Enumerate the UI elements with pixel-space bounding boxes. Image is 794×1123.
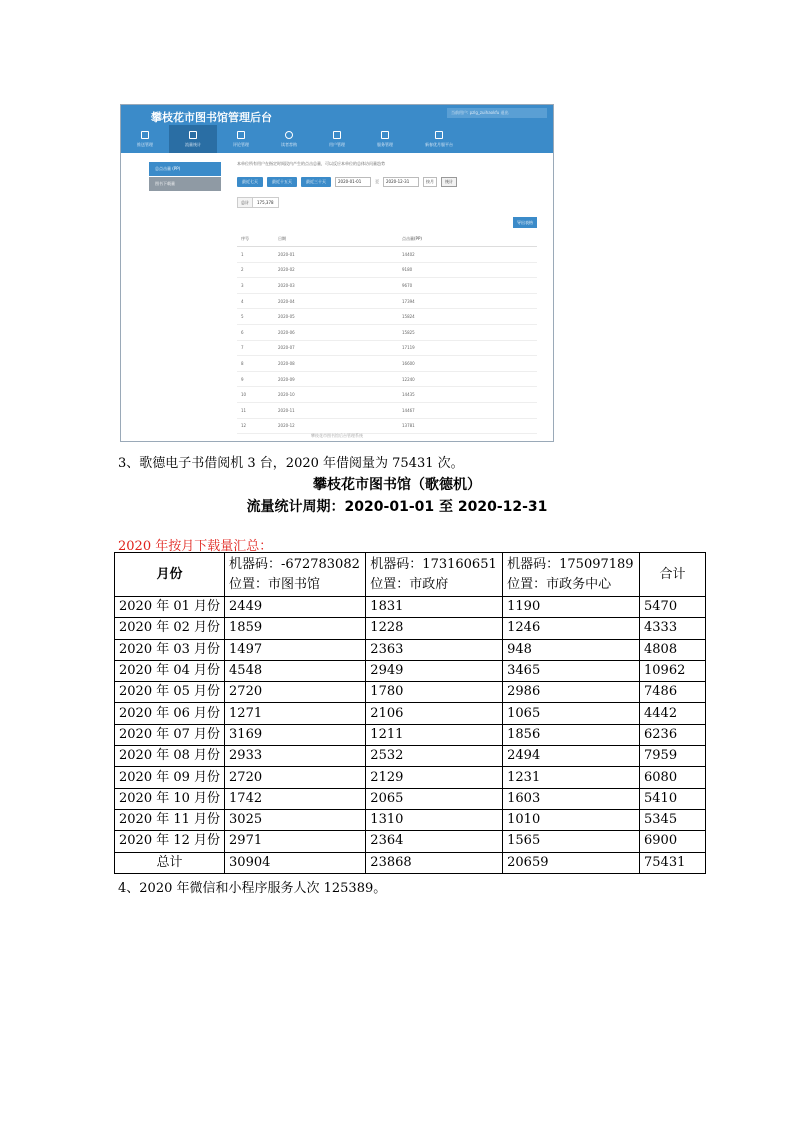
table-row	[115, 660, 706, 681]
value-cell: 2532	[366, 746, 503, 767]
col-clicks: 点击量(PP)	[401, 231, 537, 247]
screenshot-table-body	[237, 247, 537, 434]
table-cell: 17119	[401, 340, 537, 356]
machine-location: 位置：市政府	[370, 576, 449, 592]
value-cell: 7486	[640, 682, 706, 703]
month-cell: 2020 年 06 月份	[115, 703, 225, 724]
table-cell: 16600	[401, 356, 537, 372]
value-cell: 1856	[503, 724, 640, 745]
table-row	[115, 809, 706, 830]
table-cell: 1	[237, 247, 277, 263]
screenshot-footer: 攀枝花市图书馆后台管理系统	[311, 433, 363, 438]
screenshot-table	[237, 231, 537, 434]
value-cell: 6236	[640, 724, 706, 745]
paragraph-3: 3、歌德电子书借阅机 3 台，2020 年借阅量为 75431 次。	[118, 456, 464, 471]
header-machine-3	[503, 553, 640, 597]
last-15-days-button: 最近十五天	[267, 177, 297, 187]
value-cell: 4442	[640, 703, 706, 724]
total-value-cell: 30904	[225, 852, 366, 873]
month-cell: 2020 年 04 月份	[115, 660, 225, 681]
value-cell: 2971	[225, 831, 366, 852]
value-cell: 2065	[366, 788, 503, 809]
value-cell: 2720	[225, 767, 366, 788]
value-cell: 1246	[503, 618, 640, 639]
mail-icon	[237, 131, 245, 139]
table-cell: 2020-08	[277, 356, 401, 372]
table-cell: 15824	[401, 309, 537, 325]
table-cell: 2020-07	[277, 340, 401, 356]
table-cell: 11	[237, 402, 277, 418]
table-row	[115, 788, 706, 809]
value-cell: 3025	[225, 809, 366, 830]
table-cell: 2	[237, 262, 277, 278]
month-cell: 2020 年 07 月份	[115, 724, 225, 745]
table-cell: 2020-09	[277, 371, 401, 387]
value-cell: 1228	[366, 618, 503, 639]
folder-icon	[333, 131, 341, 139]
value-cell: 7959	[640, 746, 706, 767]
table-cell: 4	[237, 293, 277, 309]
table-total-row	[115, 852, 706, 873]
unit-select: 按月	[423, 177, 437, 187]
value-cell: 1271	[225, 703, 366, 724]
value-cell: 1859	[225, 618, 366, 639]
table-row	[115, 724, 706, 745]
nav-item: 用户管理	[313, 125, 361, 153]
value-cell: 1065	[503, 703, 640, 724]
table-row	[237, 387, 537, 403]
header-machine-2	[366, 553, 503, 597]
table-row	[237, 371, 537, 387]
machine-code: 机器码：175097189	[507, 556, 634, 572]
table-row	[115, 767, 706, 788]
table-cell: 2020-02	[277, 262, 401, 278]
value-cell: 948	[503, 639, 640, 660]
table-row	[237, 324, 537, 340]
month-cell: 2020 年 01 月份	[115, 597, 225, 618]
month-cell: 2020 年 09 月份	[115, 767, 225, 788]
table-cell: 3	[237, 278, 277, 294]
value-cell: 1190	[503, 597, 640, 618]
nav-item: 推送管理	[121, 125, 169, 153]
value-cell: 2129	[366, 767, 503, 788]
sidebar-item: 总点击量 (PP)	[149, 162, 221, 176]
table-row	[237, 356, 537, 372]
table-cell: 2020-04	[277, 293, 401, 309]
square-icon	[141, 131, 149, 139]
value-cell: 5470	[640, 597, 706, 618]
table-cell: 9670	[401, 278, 537, 294]
heading-library: 攀枝花市图书馆（歌德机）	[313, 477, 481, 493]
nav-item: 流量统计	[169, 125, 217, 153]
screenshot-description: 本单位所有用户在指定时间段内产生的点击总量，可以反应本单位的总体访问量趋势	[237, 161, 385, 166]
paragraph-4: 4、2020 年微信和小程序服务人次 125389。	[118, 881, 387, 896]
table-cell: 7	[237, 340, 277, 356]
total-label-cell: 总计	[115, 852, 225, 873]
table-cell: 9	[237, 371, 277, 387]
screenshot-user-info: 当前用户: pzlg_zuihaokfu 退出	[447, 108, 547, 118]
table-cell: 10	[237, 387, 277, 403]
nav-item: 新春优月服平台	[409, 125, 469, 153]
value-cell: 5410	[640, 788, 706, 809]
total-value-cell: 20659	[503, 852, 640, 873]
value-cell: 3465	[503, 660, 640, 681]
table-row	[115, 703, 706, 724]
table-cell: 8	[237, 356, 277, 372]
month-cell: 2020 年 02 月份	[115, 618, 225, 639]
value-cell: 2494	[503, 746, 640, 767]
value-cell: 6080	[640, 767, 706, 788]
table-cell: 2020-11	[277, 402, 401, 418]
value-cell: 4333	[640, 618, 706, 639]
date-separator: 至	[375, 179, 379, 184]
value-cell: 2933	[225, 746, 366, 767]
value-cell: 1565	[503, 831, 640, 852]
value-cell: 1010	[503, 809, 640, 830]
month-cell: 2020 年 08 月份	[115, 746, 225, 767]
table-cell: 14467	[401, 402, 537, 418]
value-cell: 6900	[640, 831, 706, 852]
date-to: 2020-12-31	[383, 177, 419, 187]
header-sum: 合计	[640, 553, 706, 597]
header-month: 月份	[115, 553, 225, 597]
table-row	[237, 278, 537, 294]
value-cell: 1310	[366, 809, 503, 830]
table-row	[237, 247, 537, 263]
value-cell: 5345	[640, 809, 706, 830]
value-cell: 2106	[366, 703, 503, 724]
total-value-cell: 23868	[366, 852, 503, 873]
table-cell: 2020-12	[277, 418, 401, 434]
value-cell: 2449	[225, 597, 366, 618]
table-row	[115, 682, 706, 703]
value-cell: 2364	[366, 831, 503, 852]
nav-item: 评论管理	[217, 125, 265, 153]
sidebar-item: 图书下载量	[149, 177, 221, 191]
col-index: 序号	[237, 231, 277, 247]
table-cell: 6	[237, 324, 277, 340]
machine-code: 机器码：-672783082	[229, 556, 360, 572]
table-cell: 14435	[401, 387, 537, 403]
export-button: 导出表格	[513, 217, 537, 228]
table-cell: 9180	[401, 262, 537, 278]
table-row	[237, 293, 537, 309]
last-30-days-button: 最近三十天	[301, 177, 331, 187]
screenshot-main	[237, 159, 537, 429]
machine-location: 位置：市图书馆	[229, 576, 321, 592]
table-cell: 2020-06	[277, 324, 401, 340]
square-icon	[435, 131, 443, 139]
table-cell: 2020-10	[277, 387, 401, 403]
total-value-cell: 75431	[640, 852, 706, 873]
stats-button: 统计	[441, 177, 457, 187]
sun-icon	[285, 131, 293, 139]
table-cell: 12	[237, 418, 277, 434]
screenshot-nav	[121, 125, 469, 153]
screenshot-title: 攀枝花市图书馆管理后台	[151, 111, 272, 124]
value-cell: 4808	[640, 639, 706, 660]
monthly-download-table	[114, 552, 706, 874]
nav-item: 服务管理	[361, 125, 409, 153]
value-cell: 1231	[503, 767, 640, 788]
header-machine-1	[225, 553, 366, 597]
value-cell: 2986	[503, 682, 640, 703]
admin-screenshot	[120, 104, 554, 442]
date-from: 2020-01-01	[335, 177, 371, 187]
value-cell: 2363	[366, 639, 503, 660]
value-cell: 10962	[640, 660, 706, 681]
table-cell: 2020-03	[277, 278, 401, 294]
table-cell: 2020-05	[277, 309, 401, 325]
table-row	[237, 309, 537, 325]
nav-item: 读者荐购	[265, 125, 313, 153]
value-cell: 1211	[366, 724, 503, 745]
table-row	[115, 639, 706, 660]
value-cell: 2949	[366, 660, 503, 681]
total-value: 175,378	[253, 197, 279, 208]
table-row	[115, 746, 706, 767]
total-row	[237, 197, 537, 208]
month-cell: 2020 年 12 月份	[115, 831, 225, 852]
summary-subtitle: 2020 年按月下载量汇总：	[118, 539, 273, 554]
table-cell: 15825	[401, 324, 537, 340]
value-cell: 4548	[225, 660, 366, 681]
value-cell: 1742	[225, 788, 366, 809]
col-date: 日期	[277, 231, 401, 247]
heading-period: 流量统计周期：2020-01-01 至 2020-12-31	[246, 499, 548, 515]
screenshot-sidebar	[149, 162, 221, 192]
table-cell: 12240	[401, 371, 537, 387]
table-row	[115, 831, 706, 852]
table-row	[237, 262, 537, 278]
value-cell: 2720	[225, 682, 366, 703]
total-label: 总计	[237, 197, 253, 208]
month-cell: 2020 年 10 月份	[115, 788, 225, 809]
value-cell: 3169	[225, 724, 366, 745]
value-cell: 1831	[366, 597, 503, 618]
month-cell: 2020 年 11 月份	[115, 809, 225, 830]
table-cell: 17394	[401, 293, 537, 309]
screenshot-filters	[237, 177, 537, 187]
edit-icon	[189, 131, 197, 139]
table-row	[237, 402, 537, 418]
square-icon	[381, 131, 389, 139]
table-row	[115, 618, 706, 639]
table-row	[237, 340, 537, 356]
table-row	[115, 597, 706, 618]
table-cell: 5	[237, 309, 277, 325]
value-cell: 1780	[366, 682, 503, 703]
value-cell: 1603	[503, 788, 640, 809]
table-body	[115, 597, 706, 874]
machine-location: 位置：市政务中心	[507, 576, 612, 592]
table-header-row	[115, 553, 706, 597]
table-cell: 14402	[401, 247, 537, 263]
screenshot-header	[121, 105, 553, 153]
month-cell: 2020 年 03 月份	[115, 639, 225, 660]
value-cell: 1497	[225, 639, 366, 660]
table-cell: 2020-01	[277, 247, 401, 263]
machine-code: 机器码：173160651	[370, 556, 497, 572]
month-cell: 2020 年 05 月份	[115, 682, 225, 703]
table-cell: 13781	[401, 418, 537, 434]
last-7-days-button: 最近七天	[237, 177, 263, 187]
